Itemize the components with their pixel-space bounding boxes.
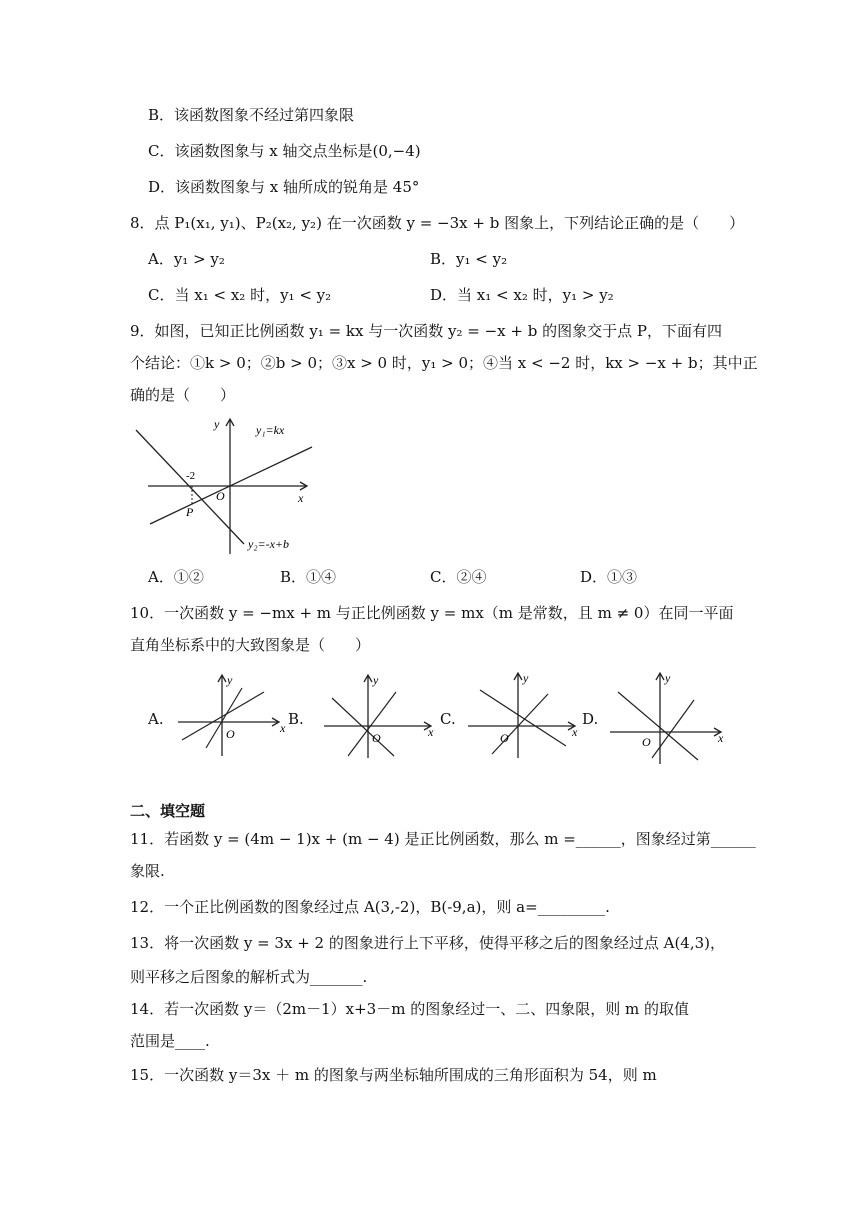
svg-text:x: x [428,725,434,739]
q7-option-c: C．该函数图象与 x 轴交点坐标是(0,−4) [148,142,421,160]
q15-stem: 15．一次函数 y＝3x ＋ m 的图象与两坐标轴所围成的三角形面积为 54，则 m [130,1066,657,1084]
q9-stem-line1: 9．如图，已知正比例函数 y₁ = kx 与一次函数 y₂ = −x + b 的图象交于点 P，下面有四 [130,322,722,340]
q10-graph-b [318,670,442,760]
q9-x-label: x [298,491,304,505]
q10-option-a-label: A. [148,710,164,728]
q8-stem: 8．点 P₁(x₁, y₁)、P₂(x₂, y₂) 在一次函数 y = −3x + b 图象上，下列结论正确的是（ ） [130,214,745,232]
q9-y2-label: y₂=-x+b [248,537,290,551]
q8-option-d: D．当 x₁ < x₂ 时，y₁ > y₂ [430,286,614,304]
q10c-line-1 [480,690,566,746]
q11-stem-line1: 11．若函数 y = (4m − 1)x + (m − 4) 是正比例函数，那么 m =______，图象经过第______ [130,830,756,848]
q9-y-label: y [214,417,220,431]
q9-stem-line3: 确的是（ ） [130,386,236,404]
svg-text:O: O [226,727,235,741]
q9-y1-label: y₁=kx [256,423,285,437]
svg-text:x: x [718,731,724,745]
q9-option-c: C．②④ [430,568,487,586]
q14-stem-line1: 14．若一次函数 y＝（2m－1）x+3－m 的图象经过一、二、四象限，则 m 的取值 [130,1000,689,1018]
q10-option-d-label: D. [582,710,599,728]
svg-text:y: y [665,671,671,685]
q9-stem-line2: 个结论：①k > 0；②b > 0；③x > 0 时，y₁ > 0；④当 x < −2 时，kx > −x + b；其中正 [130,354,758,372]
q10-graph-a [172,670,292,760]
svg-text:y: y [523,671,529,685]
svg-text:O: O [642,735,651,749]
q7-option-b: B．该函数图象不经过第四象限 [148,106,355,124]
q10-option-c-label: C. [440,710,456,728]
q10a-line-1 [182,692,264,740]
q9-figure [130,414,320,559]
q9-option-b: B．①④ [280,568,337,586]
q9-p-label: P [186,505,194,519]
section-heading-fill-in: 二、填空题 [130,802,206,820]
q10b-line-2 [348,692,396,756]
q10-stem-line1: 10．一次函数 y = −mx + m 与正比例函数 y = mx（m 是常数，且 m ≠ 0）在同一平面 [130,604,734,622]
q14-stem-line2: 范围是____. [130,1032,210,1050]
q9-option-a: A．①② [148,568,204,586]
q9-neg2-label: -2 [186,470,196,482]
q10-option-b-label: B. [288,710,304,728]
svg-text:y: y [373,673,379,687]
q10-stem-line2: 直角坐标系中的大致图象是（ ） [130,636,371,654]
svg-text:O: O [372,731,381,745]
q11-stem-line2: 象限. [130,862,165,880]
q13-stem-line2: 则平移之后图象的解析式为_______. [130,968,368,986]
q9-option-d: D．①③ [580,568,638,586]
svg-text:y: y [227,673,233,687]
q7-option-d: D．该函数图象与 x 轴所成的锐角是 45° [148,178,420,196]
svg-text:x: x [572,725,578,739]
q12-stem: 12．一个正比例函数的图象经过点 A(3,-2)，B(-9,a)，则 a=_________. [130,898,610,916]
svg-text:x: x [280,721,286,735]
q10a-line-2 [206,688,242,748]
svg-text:O: O [500,731,509,745]
q13-stem-line1: 13．将一次函数 y = 3x + 2 的图象进行上下平移，使得平移之后的图象经过点 A(4,3)， [130,934,726,952]
q10-graph-d [604,670,732,766]
q10d-line-2 [652,700,694,758]
q10-graph-c [462,670,586,760]
q8-option-c: C．当 x₁ < x₂ 时，y₁ < y₂ [148,286,332,304]
q9-origin-label: O [216,489,225,503]
q8-option-b: B．y₁ < y₂ [430,250,508,268]
q8-option-a: A．y₁ > y₂ [148,250,225,268]
